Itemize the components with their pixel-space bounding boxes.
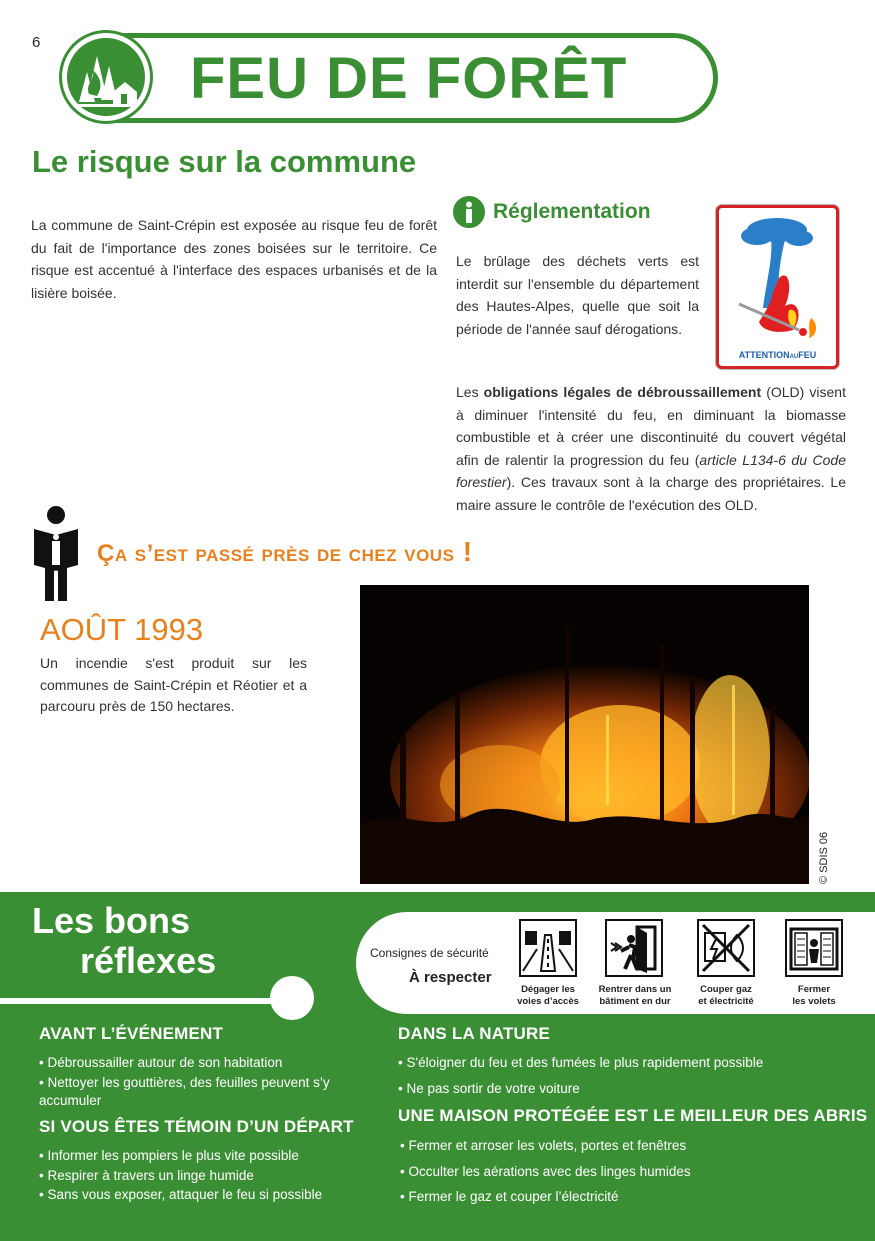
event-date: AOÛT 1993 <box>40 612 204 647</box>
list-item: • Respirer à travers un linge humide <box>39 1167 369 1185</box>
list-item: • Ne pas sortir de votre voiture <box>398 1080 858 1098</box>
reglementation-text: Le brûlage des déchets verts est interdit sur l'ensemble du département des Hautes-Alpes, quelle que soit la période de l'année sauf dérogations. <box>456 253 699 337</box>
photo-credit-text: © SDIS 06 <box>818 831 830 884</box>
near-you-title-text: Ça s’est passé près de chez vous <box>97 540 455 567</box>
event-description: Un incendie s'est produit sur les communes de Saint-Crépin et Réotier et a parcouru près de 150 hectares. <box>40 655 307 715</box>
pict-label-3-line2: et électricité <box>698 996 754 1007</box>
cut-gas-electricity-icon <box>697 919 755 977</box>
nature-title: DANS LA NATURE <box>398 1024 551 1043</box>
forest-fire-photo <box>360 585 809 884</box>
old-italic: article L134-6 du Code forestier <box>456 451 846 490</box>
clear-road-icon <box>519 919 577 977</box>
near-you-exclamation: ! <box>454 536 473 567</box>
pict-label-3 <box>686 984 766 1008</box>
reglementation-title: Réglementation <box>493 200 651 223</box>
list-item: • Occulter les aérations avec des linges humides <box>400 1163 860 1181</box>
pict-label-4 <box>774 984 854 1008</box>
pict-label-4-line1: Fermer <box>797 984 831 995</box>
list-item: • Nettoyer les gouttières, des feuilles peuvent s’y accumuler <box>39 1074 359 1110</box>
temoin-title: SI VOUS ÊTES TÉMOIN D’UN DÉPART <box>39 1117 354 1136</box>
divider-line <box>0 998 300 1004</box>
pict-label-4-line2: les volets <box>792 996 836 1007</box>
safety-instructions-subtitle: À respecter <box>409 969 492 986</box>
old-end: ). Ces travaux sont à la charge des propriétaires. Le maire assure le contrôle de l'exécution des OLD. <box>456 474 846 513</box>
nature-list <box>398 1054 858 1105</box>
divider-circle <box>270 976 314 1020</box>
old-mid: (OLD) visent à diminuer l'intensité du feu, en diminuant la biomasse combustible et à créer une discontinuité du couvert végétal afin de ralentir la progression du feu ( <box>456 384 846 468</box>
enter-building-icon <box>605 919 663 977</box>
maison-title: UNE MAISON PROTÉGÉE EST LE MEILLEUR DES ABRIS <box>398 1106 868 1125</box>
close-shutters-icon <box>785 919 843 977</box>
sign-text-end: FEU <box>798 350 817 360</box>
page-number: 6 <box>32 34 41 51</box>
maison-list <box>400 1137 860 1214</box>
temoin-list <box>39 1147 369 1206</box>
safety-instructions-label: Consignes de sécurité <box>370 946 489 960</box>
pict-label-2-line2: bâtiment en dur <box>599 996 671 1007</box>
old-bold: obligations légales de débroussaillement <box>483 384 762 400</box>
list-item: • Fermer le gaz et couper l’électricité <box>400 1188 860 1206</box>
sign-text: ATTENTION <box>738 350 790 360</box>
list-item: • S'éloigner du feu et des fumées le plus rapidement possible <box>398 1054 858 1072</box>
old-intro: Les <box>456 384 484 400</box>
reflexes-title <box>32 901 216 981</box>
sign-text-small: AU <box>789 354 799 360</box>
list-item: • Sans vous exposer, attaquer le feu si possible <box>39 1186 369 1204</box>
pict-label-1 <box>508 984 588 1008</box>
pict-label-3-line1: Couper gaz <box>700 984 752 995</box>
list-item: • Informer les pompiers le plus vite possible <box>39 1147 369 1165</box>
page-title: FEU DE FORÊT <box>190 46 628 111</box>
near-you-title <box>97 536 473 568</box>
pict-label-2 <box>592 984 678 1008</box>
attention-fire-sign <box>716 205 839 369</box>
avant-title: AVANT L’ÉVÉNEMENT <box>39 1024 224 1043</box>
pict-label-2-line1: Rentrer dans un <box>598 984 672 995</box>
pict-label-1-line1: Dégager les <box>521 984 575 995</box>
pict-label-1-line2: voies d’accès <box>517 996 579 1007</box>
list-item: • Fermer et arroser les volets, portes et fenêtres <box>400 1137 860 1155</box>
list-item: • Débroussailler autour de son habitation <box>39 1054 359 1072</box>
avant-list <box>39 1054 359 1111</box>
reflexes-title-line1: Les bons <box>32 900 191 941</box>
old-text <box>456 381 846 516</box>
photo-credit <box>818 822 832 884</box>
info-icon <box>453 196 485 228</box>
section-title-risk: Le risque sur la commune <box>32 144 417 179</box>
newspaper-reader-icon <box>30 505 82 601</box>
reflexes-title-line2: réflexes <box>80 940 217 981</box>
forest-fire-icon <box>62 33 150 121</box>
risk-intro-text: La commune de Saint-Crépin est exposée au risque feu de forêt du fait de l'importance des zones boisées sur le territoire. Ce risque est accentué à l'interface des espaces urbanisés et de la lisière boisée. <box>31 217 437 301</box>
